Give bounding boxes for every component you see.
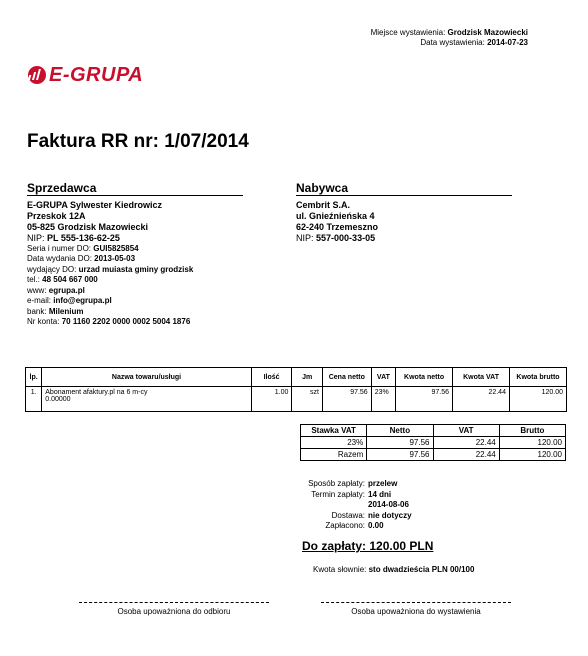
payment-term-value: 14 dni — [368, 489, 392, 499]
payment-term-date: 2014-08-06 — [368, 500, 409, 509]
payment-method-label: Sposób zapłaty: — [308, 479, 365, 488]
vat-col-vat: VAT — [433, 425, 499, 437]
item-vat-amount: 22.44 — [453, 387, 510, 412]
signature-line — [79, 602, 269, 603]
col-net: Kwota netto — [396, 368, 453, 387]
item-price: 97.56 — [322, 387, 371, 412]
payment-method-value: przelew — [368, 479, 398, 488]
seller-issue-value: 2013-05-03 — [94, 254, 136, 263]
signature-issuer-label: Osoba upoważniona do wystawienia — [351, 607, 481, 616]
seller-name: E-GRUPA Sylwester Kiedrowicz — [27, 199, 163, 210]
seller-account-label: Nr konta: — [27, 317, 60, 326]
seller-email-value: info@egrupa.pl — [53, 296, 112, 305]
vat-total-vat: 22.44 — [433, 449, 499, 461]
company-logo — [27, 64, 157, 86]
paid-label: Zapłacono: — [325, 521, 365, 530]
vat-col-gross: Brutto — [499, 425, 565, 437]
item-gross: 120.00 — [509, 387, 566, 412]
seller-street: Przeskok 12A — [27, 210, 86, 221]
vat-net: 97.56 — [367, 437, 433, 449]
item-vat: 23% — [371, 387, 395, 412]
buyer-heading: Nabywca — [296, 183, 512, 196]
col-price: Cena netto — [322, 368, 371, 387]
vat-rate: 23% — [301, 437, 367, 449]
buyer-block — [296, 183, 512, 244]
amount-in-words — [313, 565, 474, 574]
vat-col-net: Netto — [367, 425, 433, 437]
item-net: 97.56 — [396, 387, 453, 412]
buyer-name: Cembrit S.A. — [296, 199, 351, 210]
vat-gross: 120.00 — [499, 437, 565, 449]
table-row — [301, 449, 566, 461]
seller-email-label: e-mail: — [27, 296, 52, 305]
vat-total-net: 97.56 — [367, 449, 433, 461]
buyer-nip-label: NIP: — [296, 232, 314, 243]
date-label: Data wystawienia: — [420, 38, 485, 47]
words-label: Kwota słownie: — [313, 565, 367, 574]
seller-city: 05-825 Grodzisk Mazowiecki — [27, 221, 149, 232]
seller-tel-value: 48 504 667 000 — [42, 275, 98, 284]
seller-id-label: Seria i numer DO: — [27, 243, 92, 253]
item-unit: szt — [292, 387, 323, 412]
seller-bank-value: Milenium — [48, 306, 84, 316]
seller-nip: PL 555-136-62-25 — [47, 232, 120, 243]
vat-col-rate: Stawka VAT — [301, 425, 367, 437]
item-name-line1: Abonament afaktury.pl na 6 m-cy — [45, 389, 148, 396]
vat-summary-table — [300, 424, 566, 461]
place-label: Miejsce wystawienia: — [370, 28, 446, 37]
invoice-title: Faktura RR nr: 1/07/2014 — [27, 131, 249, 152]
table-row — [301, 437, 566, 449]
seller-tel-label: tel.: — [27, 275, 40, 284]
payment-info — [230, 479, 412, 532]
logo-text: E-GRUPA — [49, 63, 144, 86]
paid-value: 0.00 — [368, 521, 384, 530]
item-qty: 1.00 — [251, 387, 292, 412]
seller-bank-label: bank: — [27, 306, 47, 316]
items-header-row — [26, 368, 567, 387]
place-value: Grodzisk Mazowiecki — [447, 28, 528, 37]
vat-total-gross: 120.00 — [499, 449, 565, 461]
vat-total-label: Razem — [301, 449, 367, 461]
table-row — [26, 387, 567, 412]
vat-vat: 22.44 — [433, 437, 499, 449]
col-name: Nazwa towaru/usługi — [42, 368, 251, 387]
words-value: sto dwadzieścia PLN 00/100 — [368, 565, 475, 574]
col-vat: VAT — [371, 368, 395, 387]
signature-line — [321, 602, 511, 603]
col-unit: Jm — [292, 368, 323, 387]
seller-issuer-value: urzad muiasta gminy grodzisk — [78, 264, 194, 274]
col-lp: lp. — [26, 368, 42, 387]
seller-issue-label: Data wydania DO: — [27, 254, 92, 263]
item-name-line2: 0.00000 — [45, 396, 71, 403]
buyer-city: 62-240 Trzemeszno — [296, 221, 379, 232]
signature-receiver-label: Osoba upoważniona do odbioru — [117, 607, 231, 616]
issue-place-date — [371, 28, 528, 48]
items-table — [25, 367, 567, 412]
delivery-label: Dostawa: — [331, 510, 365, 520]
item-name — [42, 387, 251, 412]
logo-mark-icon — [27, 65, 47, 85]
signature-issuer — [321, 602, 511, 616]
seller-www-value: egrupa.pl — [48, 285, 85, 295]
col-vat-amount: Kwota VAT — [453, 368, 510, 387]
payment-term-label: Termin zapłaty: — [311, 489, 365, 499]
buyer-nip: 557-000-33-05 — [316, 232, 376, 243]
delivery-value: nie dotyczy — [368, 510, 412, 520]
seller-issuer-label: wydający DO: — [27, 264, 77, 274]
buyer-street: ul. Gnieźnieńska 4 — [296, 210, 375, 221]
seller-www-label: www: — [27, 285, 47, 295]
item-lp: 1. — [26, 387, 42, 412]
date-value: 2014-07-23 — [487, 38, 528, 47]
seller-id-value: GUI5825854 — [93, 243, 139, 253]
seller-heading: Sprzedawca — [27, 183, 243, 196]
seller-account-value: 70 1160 2202 0000 0002 5004 1876 — [61, 317, 191, 326]
col-gross: Kwota brutto — [509, 368, 566, 387]
col-qty: Ilość — [251, 368, 292, 387]
amount-due: Do zapłaty: 120.00 PLN — [302, 539, 434, 553]
signature-receiver — [79, 602, 269, 616]
seller-block — [27, 183, 243, 328]
vat-header-row — [301, 425, 566, 437]
seller-nip-label: NIP: — [27, 232, 45, 243]
